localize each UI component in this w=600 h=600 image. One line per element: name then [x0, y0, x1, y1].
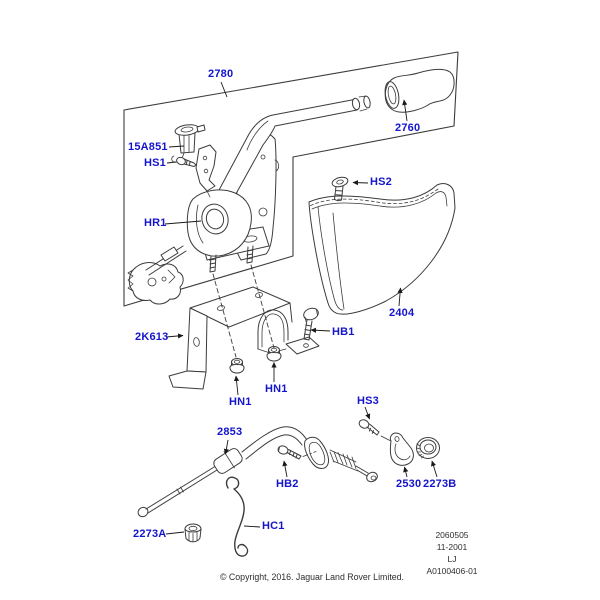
drawing-reference-block [426, 529, 477, 577]
part-2K613-bracket [169, 287, 319, 389]
callout-2273A[interactable]: 2273A [133, 528, 167, 540]
part-2273B-plug [417, 438, 440, 459]
callout-HB2[interactable]: HB2 [276, 478, 299, 490]
callout-HC1[interactable]: HC1 [262, 520, 285, 532]
part-2273A-grommet [185, 524, 201, 542]
part-HS1-screw [176, 156, 196, 166]
part-HN1-nuts [230, 347, 281, 374]
copyright-notice: © Copyright, 2016. Jaguar Land Rover Limited. [220, 572, 404, 582]
part-HB1-bolt [302, 306, 320, 340]
callout-HS1[interactable]: HS1 [144, 157, 166, 169]
part-2760-grip [383, 69, 454, 112]
part-HC1-clip [227, 477, 248, 556]
callout-2404[interactable]: 2404 [389, 307, 415, 319]
part-2530-bracket [390, 433, 413, 465]
ref-model: LJ [447, 554, 457, 564]
callout-HN1-a[interactable]: HN1 [229, 396, 252, 408]
callout-HB1[interactable]: HB1 [332, 326, 355, 338]
callout-HS3[interactable]: HS3 [357, 395, 379, 407]
callout-2853[interactable]: 2853 [217, 426, 243, 438]
callout-2K613[interactable]: 2K613 [135, 331, 169, 343]
callout-15A851[interactable]: 15A851 [128, 141, 168, 153]
part-2853-cable [136, 427, 378, 519]
callout-HR1[interactable]: HR1 [144, 217, 167, 229]
callout-2780[interactable]: 2780 [208, 68, 234, 80]
ref-date: 11-2001 [436, 542, 468, 552]
callout-HN1-b[interactable]: HN1 [265, 383, 288, 395]
part-HS3-screw [358, 418, 393, 442]
ref-number: 2060505 [435, 530, 469, 540]
ref-figure-id: A0100406-01 [426, 566, 478, 576]
callout-2273B[interactable]: 2273B [423, 478, 457, 490]
callout-2530[interactable]: 2530 [396, 478, 422, 490]
callout-HS2[interactable]: HS2 [370, 176, 392, 188]
part-2404-gaiter [309, 184, 455, 315]
callout-2760[interactable]: 2760 [395, 122, 421, 134]
